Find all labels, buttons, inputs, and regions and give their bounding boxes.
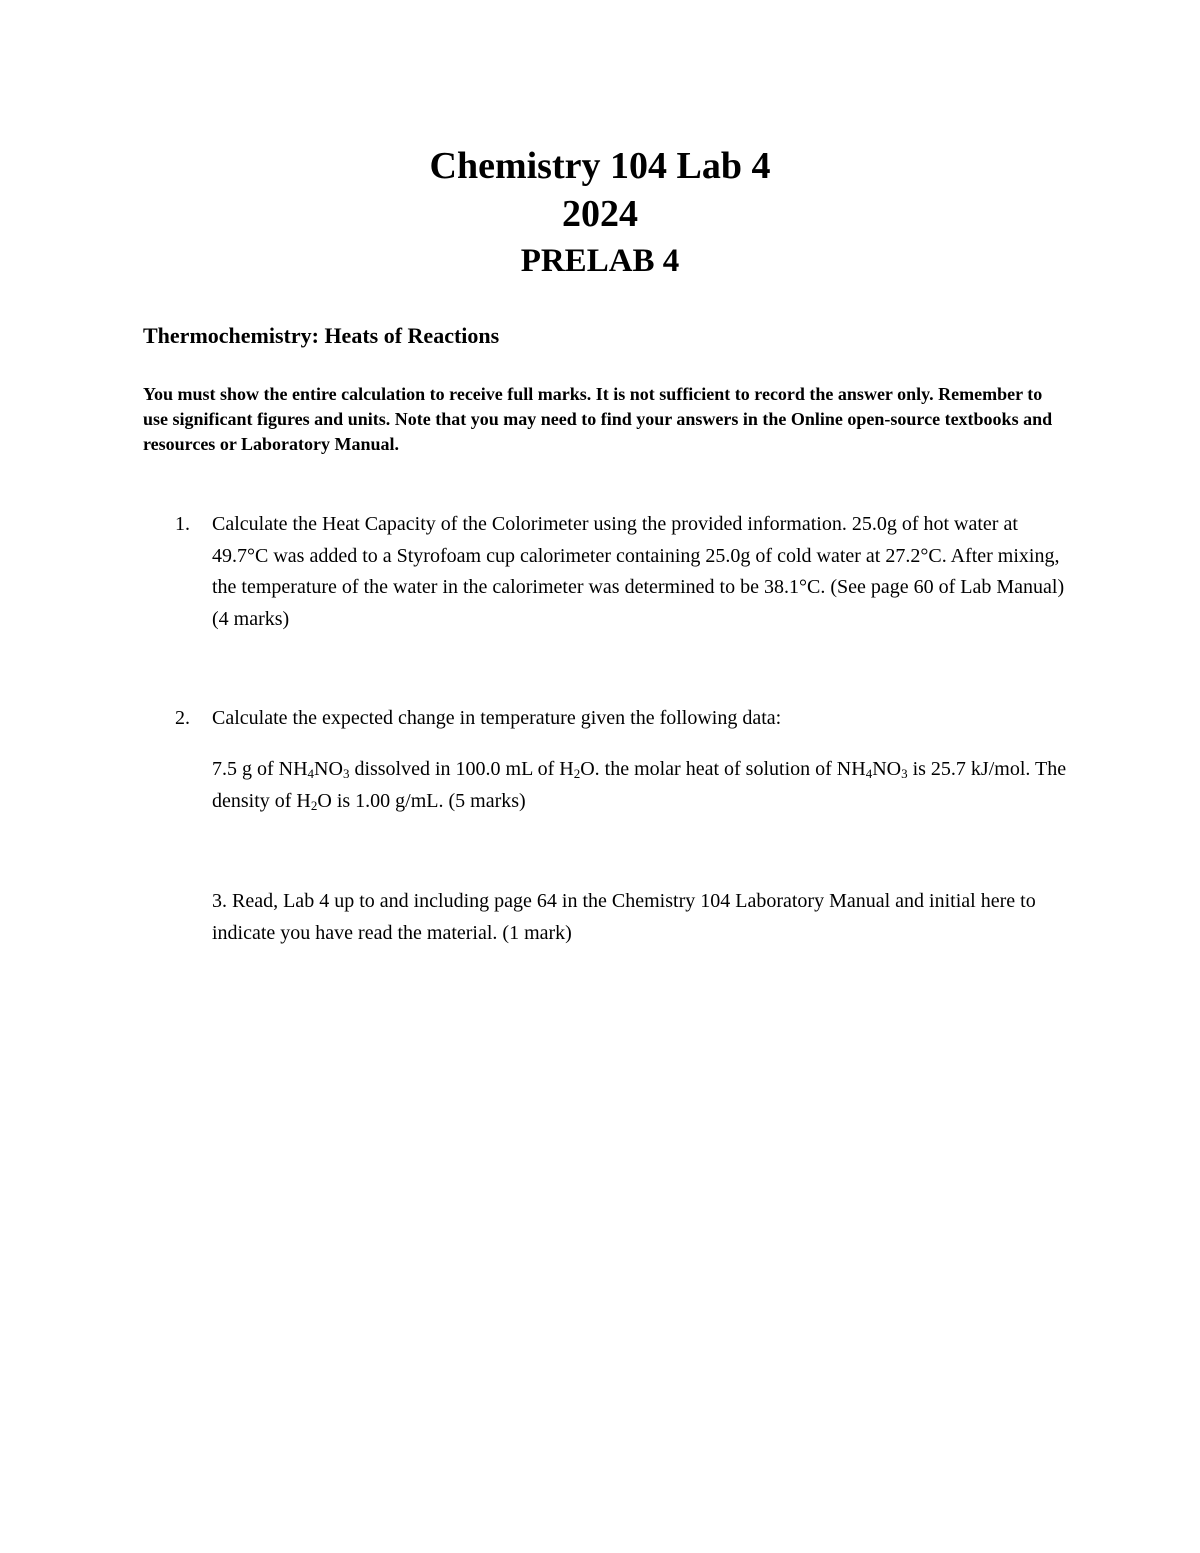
question-2-number: 2.	[175, 707, 190, 729]
q2-no-a: NO	[314, 758, 343, 780]
q2-dissolved: dissolved in 100.0 mL of H	[349, 758, 574, 780]
question-1-text: Calculate the Heat Capacity of the Colorimeter using the provided information. 25.0g of hot water at 49.7°C was added to a Styrofoam cup calorimeter containing 25.0g of cold water at 27.2°C. After mixing, the temperature of the water in the calorimeter was determined to be 38.1°C. (See page 60 of Lab Manual) (4 marks)	[212, 513, 1065, 630]
q2-sub-3b: 3	[901, 766, 908, 781]
q2-sub-4b: 4	[865, 766, 873, 781]
q2-end: O is 1.00 g/mL. (5 marks)	[317, 789, 526, 812]
q2-is: is 25.7 kJ/mol. The density of H	[212, 758, 1067, 812]
q2-sub-4a: 4	[307, 766, 315, 781]
q2-molar: O. the molar heat of solution of NH	[580, 758, 866, 780]
q2-sub-2a: 2	[573, 766, 581, 781]
question-2	[175, 703, 1065, 735]
question-2-text: Calculate the expected change in temperature given the following data:	[212, 707, 782, 729]
q2-no-b: NO	[872, 758, 902, 780]
prelab-heading: PRELAB 4	[520, 243, 680, 279]
page-title: Chemistry 104 Lab 4	[429, 145, 771, 187]
q2-mass: 7.5 g of NH	[212, 758, 308, 780]
question-1	[175, 509, 1065, 635]
q2-sub-2b: 2	[310, 797, 318, 813]
question-1-number: 1.	[175, 513, 190, 535]
title-block	[0, 142, 1200, 282]
q2-sub-3a: 3	[342, 766, 350, 781]
question-3: 3. Read, Lab 4 up to and including page 64 in the Chemistry 104 Laboratory Manual and initial here to indicate you have read the material. (1 mark)	[212, 890, 1036, 944]
instructions-paragraph: You must show the entire calculation to receive full marks. It is not sufficient to record the answer only. Remember to use significant figures and units. Note that you may need to find your answers in the Online open-source textbooks and resources or Laboratory Manual.	[143, 384, 1053, 454]
section-subtitle: Thermochemistry: Heats of Reactions	[143, 323, 500, 348]
page-year: 2024	[562, 193, 638, 235]
question-2-data	[212, 754, 1072, 817]
